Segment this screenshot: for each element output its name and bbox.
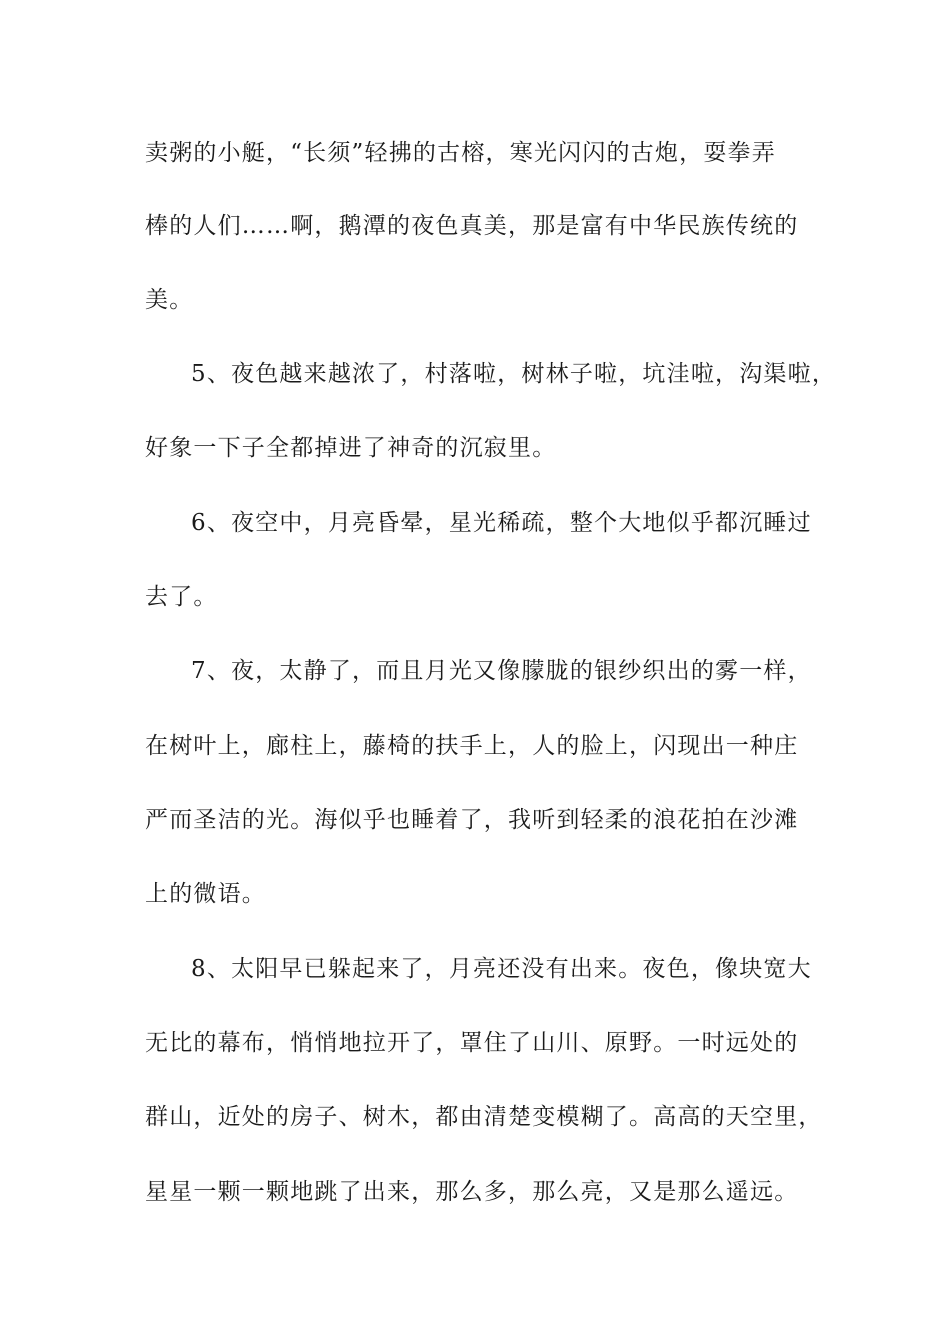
text-line: 美。 bbox=[145, 287, 194, 313]
text-line: 上的微语。 bbox=[145, 881, 266, 907]
text-line: 星星一颗一颗地跳了出来，那么多，那么亮，又是那么遥远。 bbox=[145, 1179, 799, 1205]
text-line: 在树叶上，廊柱上，藤椅的扶手上，人的脸上，闪现出一种庄 bbox=[145, 733, 799, 759]
text-line: 8、太阳早已躲起来了，月亮还没有出来。夜色，像块宽大 bbox=[191, 956, 812, 982]
text-line: 卖粥的小艇，“长须”轻拂的古榕，寒光闪闪的古炮，耍拳弄 bbox=[145, 140, 776, 166]
text-line: 棒的人们……啊，鹅潭的夜色真美，那是富有中华民族传统的 bbox=[145, 213, 799, 239]
text-line: 6、夜空中，月亮昏晕，星光稀疏，整个大地似乎都沉睡过 bbox=[191, 510, 812, 536]
text-line: 严而圣洁的光。海似乎也睡着了，我听到轻柔的浪花拍在沙滩 bbox=[145, 807, 799, 833]
text-line: 7、夜，太静了，而且月光又像朦胧的银纱织出的雾一样， bbox=[191, 658, 812, 684]
text-line: 5、夜色越来越浓了，村落啦，树林子啦，坑洼啦，沟渠啦， bbox=[191, 361, 837, 387]
text-line: 群山，近处的房子、树木，都由清楚变模糊了。高高的天空里， bbox=[145, 1104, 823, 1130]
text-line: 去了。 bbox=[145, 584, 218, 610]
text-line: 好象一下子全都掉进了神奇的沉寂里。 bbox=[145, 435, 557, 461]
text-line: 无比的幕布，悄悄地拉开了，罩住了山川、原野。一时远处的 bbox=[145, 1030, 799, 1056]
